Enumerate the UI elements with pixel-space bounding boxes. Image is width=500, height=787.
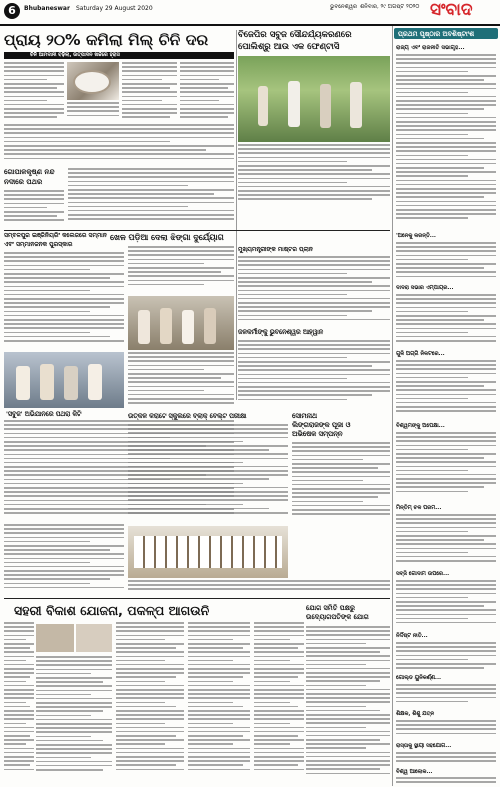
right-small-4: ବିଶ୍ୱ ଆଲୋକ... (396, 769, 433, 775)
inner-headline: ମୁଖ୍ୟମନ୍ତ୍ରୀଙ୍କ ମାଷ୍ଟର ପ୍ଲାନ (238, 246, 313, 253)
somnath-headline-2: ଲିଙ୍ଗରାଜଙ୍କ ପୂଜା ଓ (292, 421, 351, 429)
right-body-11 (396, 752, 496, 766)
lead-body-cont (4, 124, 234, 164)
right-sub-6: ସବ୍ଜି ଗୋଦାମ ଉପରେ... (396, 571, 450, 577)
right-body-5 (396, 432, 496, 502)
right-body-10 (396, 720, 496, 740)
sugar-photo (67, 62, 119, 100)
college-body (4, 252, 124, 348)
center-body (238, 340, 390, 408)
yoga-headline: ଯୋଗ ସମିତି ପକ୍ଷରୁ (306, 604, 355, 612)
right-kicker: ପ୍ରଥମ ପୃଷ୍ଠାର ଅବଶିଷ୍ଟାଂଶ (398, 30, 475, 38)
right-small-1: ଗୋଲ୍ଡ ୟୁନିକର୍ଣ୍ଣ... (396, 675, 442, 681)
left-box-headline-2: ନଦୀରେ ପଥର (4, 178, 43, 186)
right-sub-3: ଗୁଳି ଅଗ୍ଗି ନିକଟରେ... (396, 351, 445, 357)
right-info: ଭୁବନେଶ୍ୱର (330, 4, 358, 10)
lead-headline: ପ୍ରାୟ ୨୦% କମିଲା ମିଲ୍ ଚିନି ଦର (4, 31, 209, 49)
right-sub-2: ଦାଦରା ସଭାର ଏମ୍ପାୟର... (396, 285, 454, 291)
bottom-body-col4 (188, 622, 250, 782)
left-box-headline: ଗୋପାଳକୃଷ୍ଣ ନନ୍ଦ (4, 168, 55, 176)
karate-body (128, 424, 288, 520)
plantation-photo (238, 56, 390, 142)
right-body-2 (396, 242, 496, 282)
right-small-3: ରାସ୍ତାକୁ ସ୍ଥାୟୀ ସହଯୋଗ... (396, 743, 452, 749)
mid-columns (128, 246, 234, 292)
lead-body-col1 (4, 62, 64, 122)
bottom-body-col1 (4, 622, 34, 782)
right-sub-1: 'ଅନେକୁ କରନ୍ତି... (396, 233, 436, 239)
column-rule (392, 26, 393, 786)
bottom-photo-right (76, 624, 112, 652)
lead-subhead: ଚିନି ଆମଦାନୀ ବଢ଼ିଲା, ଉତ୍ପାଦନ ଖର୍ଚ୍ଚରେ ହ୍ରାସ (30, 52, 120, 58)
right-body-6 (396, 514, 496, 568)
lead-body-col4 (180, 62, 234, 122)
block-headline-2: ଏବଂ ସମ୍ମାନଜନକ ପୁରସ୍କାର (4, 241, 73, 248)
bottom-photo-left (36, 624, 74, 652)
bottom-headline: ସହରୀ ବିକାଶ ଯୋଜନା, ପକଳ୍ପ ଆଗଉନି (14, 603, 210, 618)
right-body-1 (396, 54, 496, 230)
masthead-logo: ସଂବାଦ (430, 0, 473, 20)
award-photo (4, 352, 124, 408)
second-headline-2: ପୋଲିଶ୍‌ରୁ ଆଉ ଏକ ଫେଣ୍ଟାସି (238, 42, 340, 52)
right-head-1: ରାଜ୍ୟ ଏବଂ ରାଜନୀତି ସଭାଗୃହ... (396, 45, 465, 51)
block-headline: ସମ୍ବଳପୁର ଇଞ୍ଜିନିୟରିଂ କଲେଜରେ ସମ୍ମାନ (4, 232, 107, 239)
right-body-3 (396, 294, 496, 348)
inner-body (238, 256, 390, 326)
column-rule (236, 30, 237, 400)
rule (4, 598, 390, 599)
yoga-body (306, 626, 390, 782)
lead-photo-caption (67, 102, 119, 122)
right-body-12 (396, 777, 496, 785)
group-photo-center (128, 296, 234, 350)
rule (4, 230, 390, 231)
second-headline: ବିଜେପିର ସବୁଜ ସୌନ୍ଦର୍ଯ୍ୟକରଣରେ (238, 30, 352, 40)
karate-headline: ଉତ୍କଳ କରାଟେ ସ୍କୁଲରେ ବ୍ଲାକ୍ ବେଲ୍ଟ ପରୀକ୍ଷା (128, 413, 247, 420)
edition-label: Bhubaneswar (24, 5, 70, 12)
second-body (238, 144, 390, 204)
middle-story-body (68, 168, 234, 226)
right-date: ଶନିବାର, ୨୯ ଅଗଷ୍ଟ ୨୦୨୦ (360, 4, 420, 10)
center-left-body (128, 352, 234, 412)
right-body-9 (396, 684, 496, 708)
date-label: Saturday 29 August 2020 (76, 5, 153, 12)
group-photo-karate (128, 526, 288, 578)
left-lower-body (4, 524, 124, 594)
bottom-body-col3 (116, 622, 184, 782)
karate-caption (128, 580, 390, 594)
right-body-7 (396, 580, 496, 630)
right-small-2: ଶିକ୍ଷକ, ଶିଶୁ ଯତ୍ନ (396, 711, 435, 717)
right-body-8 (396, 642, 496, 672)
somnath-body (292, 442, 390, 522)
right-sub-4: ବିଶ୍ୱମଙ୍କୁ ଅପେକ୍ଷା... (396, 423, 445, 429)
right-sub-5: ମିନ୍ତିମ୍ ଚଳ ପରମ... (396, 505, 442, 511)
yoga-headline-2: ଉଦ୍ୟୋଗପତିଙ୍କ ଯୋଗ (306, 613, 369, 621)
right-sub-7: ନିର୍ଦ୍ଦିଷ୍ଟ ନୀତି... (396, 633, 428, 639)
bottom-body-col5 (254, 622, 304, 782)
somnath-headline: ସୋମନାଥ (292, 412, 318, 420)
masthead (0, 0, 500, 26)
right-body-4 (396, 360, 496, 420)
bottom-body-col2 (36, 656, 112, 782)
left-box-body (4, 190, 64, 226)
photo-title: 'ସବୁଜ' ଅଭିଯାନରେ ପଥରା କିଟି (6, 411, 82, 418)
center-headline: ଜଳକର୍ମୀଙ୍କୁ ଭୁବନେଶ୍ୱର ଆହ୍ୱାନ (238, 329, 324, 336)
lead-body-col3 (122, 62, 177, 122)
somnath-headline-3: ଅଭିଷେକ ସମ୍ପନ୍ନ (292, 430, 343, 438)
mid-band-headline: ଖେଳ ପଡ଼ିଆ ଦେଲା ଝିଙ୍ଗା ଦୁର୍ଯ୍ୟୋଗ (110, 233, 224, 242)
page-number: 6 (4, 3, 20, 19)
